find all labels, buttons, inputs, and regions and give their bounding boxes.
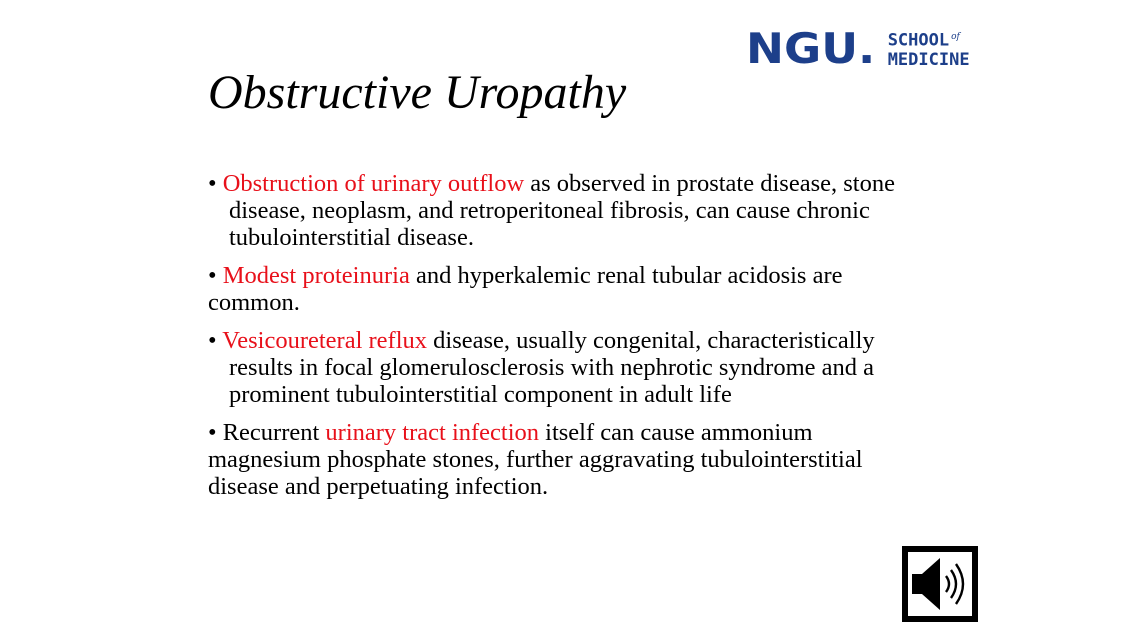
bullet-highlight: Obstruction of urinary outflow	[222, 170, 525, 197]
bullet-list	[208, 170, 928, 511]
bullet-marker: •	[208, 419, 217, 446]
bullet-text: as observed in prostate disease, stone disease, neoplasm, and retroperitoneal fibrosis, can cause chronic tubulointerstitial disease.	[229, 170, 895, 251]
logo-of: of	[951, 32, 960, 43]
bullet-text: and hyperkalemic renal tubular acidosis are common.	[208, 262, 843, 316]
logo-line-school	[888, 28, 970, 51]
bullet-proteinuria	[208, 262, 928, 316]
speaker-icon	[902, 546, 978, 622]
bullet-obstruction	[208, 170, 928, 251]
bullet-text: disease, usually congenital, characteristically results in focal glomerulosclerosis with nephrotic syndrome and a prominent tubulointerstitial component in adult life	[229, 327, 875, 408]
ngu-school-of-medicine-logo	[746, 24, 970, 73]
bullet-highlight: Vesicoureteral reflux	[222, 327, 428, 354]
bullet-text-before: Recurrent	[216, 419, 326, 446]
slide-title: Obstructive Uropathy	[208, 66, 627, 119]
logo-medicine: MEDICINE	[887, 49, 970, 70]
bullet-reflux	[208, 327, 928, 408]
logo-school: SCHOOL	[887, 30, 950, 51]
bullet-marker: •	[208, 327, 217, 354]
bullet-marker: •	[208, 262, 217, 289]
bullet-highlight: urinary tract infection	[325, 419, 540, 446]
logo-text	[888, 28, 970, 70]
bullet-infection	[208, 419, 928, 500]
bullet-marker: •	[208, 170, 217, 197]
bullet-highlight: Modest proteinuria	[222, 262, 410, 289]
bullet-text: itself can cause ammonium magnesium phosphate stones, further aggravating tubulointerstitial disease and perpetuating infection.	[208, 419, 863, 500]
logo-mark: NGU.	[746, 24, 876, 73]
audio-button[interactable]	[902, 546, 978, 622]
